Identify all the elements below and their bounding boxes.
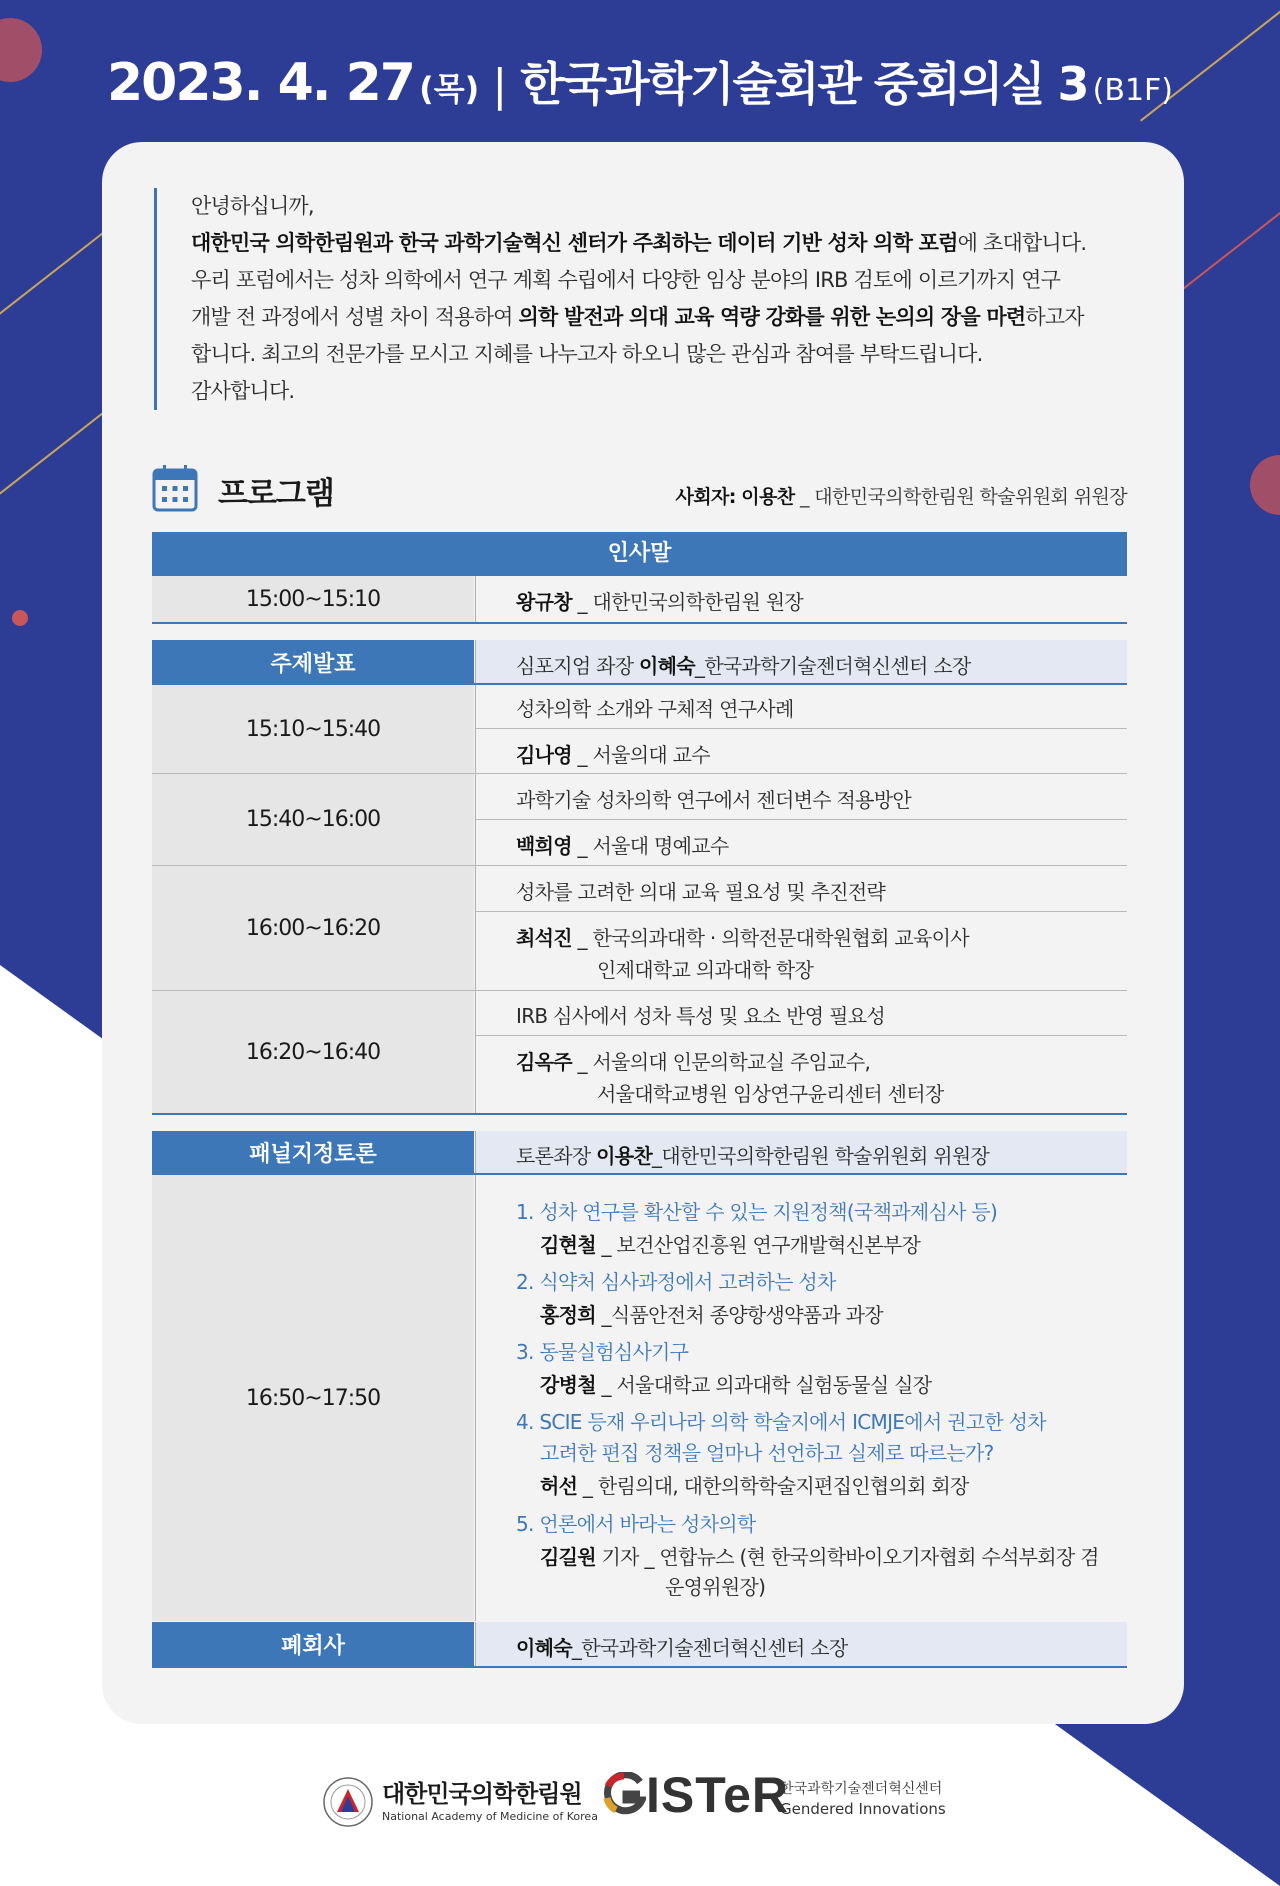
intro-line-4-head: 개발 전 과정에서 성별 차이 적용하여	[191, 305, 519, 329]
talk-topic: 성차의학 소개와 구체적 연구사례	[516, 697, 794, 721]
intro-line-4-tail: 하고자	[1025, 305, 1084, 329]
divider	[476, 728, 1127, 729]
greeting-section-bar: 인사말	[152, 532, 1127, 576]
panel-speaker-role: 기자 _ 연합뉴스 (현 한국의학바이오기자협회 수석부회장 겸	[601, 1545, 1099, 1569]
panel-speaker	[540, 1541, 1099, 1570]
keynote-chair-name: 이혜숙	[639, 654, 695, 678]
keynote-header-row	[152, 640, 1127, 684]
talk-speaker-name: 김나영	[516, 743, 572, 767]
greeting-speaker-name: 왕규창	[516, 590, 572, 614]
talk-speaker-role-2: 인제대학교 의과대학 학장	[597, 958, 814, 982]
keynote-chair-prefix: 심포지엄 좌장	[516, 654, 640, 678]
talk-time: 15:40~16:00	[152, 774, 474, 865]
talk-speaker	[516, 922, 1117, 951]
ister-korean-name: 한국과학기술젠더혁신센터	[780, 1781, 943, 1797]
panel-header-row	[152, 1131, 1127, 1173]
intro-closing: 감사합니다.	[191, 379, 295, 403]
intro-line-2-tail: 에 초대합니다.	[957, 231, 1087, 255]
keynote-title: 주제발표	[152, 640, 474, 684]
talk-time: 16:20~16:40	[152, 991, 474, 1113]
decor-dot-left	[12, 610, 28, 626]
talk-speaker-role: _ 서울의대 교수	[577, 743, 710, 767]
panel-speaker-name: 김길원	[540, 1545, 596, 1569]
talk-detail	[475, 866, 1127, 990]
talk-speaker-role: _ 서울대 명예교수	[577, 834, 729, 858]
event-venue: 한국과학기술회관 중회의실 3	[520, 57, 1088, 111]
event-date: 2023. 4. 27	[107, 53, 414, 113]
divider	[152, 1666, 1127, 1668]
panel-speaker-name: 홍정희	[540, 1303, 596, 1327]
mc-label: 사회자:	[675, 486, 736, 508]
panel-speaker-name: 허선	[540, 1474, 578, 1498]
nam-logo-korean: 대한민국의학한림원	[382, 1780, 582, 1808]
greeting-speaker-cell	[475, 576, 1127, 622]
talk-speaker-role: _ 한국의과대학 · 의학전문대학원협회 교육이사	[577, 926, 969, 950]
panel-topic-line-2: 고려한 편집 정책을 얼마나 선언하고 실제로 따르는가?	[540, 1441, 994, 1465]
intro-line-2	[191, 225, 1171, 262]
greeting-time: 15:00~15:10	[152, 576, 474, 622]
panel-chair-prefix: 토론좌장	[516, 1144, 597, 1168]
intro-line-4	[191, 299, 1171, 336]
panel-chair	[516, 1140, 1117, 1169]
greeting-speaker	[516, 586, 1117, 615]
program-title: 프로그램	[218, 476, 334, 512]
divider	[476, 1035, 1127, 1036]
divider	[152, 622, 1127, 624]
panel-topic: 1. 성차 연구를 확산할 수 있는 지원정책(국책과제심사 등)	[516, 1200, 998, 1224]
talk-time: 16:00~16:20	[152, 866, 474, 990]
panel-speaker-role: _ 보건산업진흥원 연구개발혁신본부장	[601, 1233, 921, 1257]
closing-title: 폐회사	[152, 1622, 474, 1667]
talk-detail	[475, 685, 1127, 773]
talk-topic: IRB 심사에서 성차 특성 및 요소 반영 필요성	[516, 1004, 885, 1028]
talk-row	[152, 866, 1127, 990]
divider	[476, 819, 1127, 820]
nam-logo-english: National Academy of Medicine of Korea	[382, 1810, 598, 1823]
talk-time: 15:10~15:40	[152, 685, 474, 773]
closing-speaker-role: _한국과학기술젠더혁신센터 소장	[571, 1636, 848, 1660]
calendar-icon	[152, 464, 198, 512]
event-headline	[0, 48, 1280, 114]
divider	[476, 911, 1127, 912]
panel-topic: 5. 언론에서 바라는 성차의학	[516, 1512, 756, 1536]
greeting-row	[152, 576, 1127, 622]
panel-speaker-role: _식품안전처 종양항생약품과 과장	[601, 1303, 883, 1327]
closing-speaker	[516, 1632, 1117, 1661]
ister-wordmark: ISTeR	[646, 1767, 789, 1823]
intro-line-5: 합니다. 최고의 전문가를 모시고 지혜를 나누고자 하오니 많은 관심과 참여를 부탁드립니다.	[191, 342, 983, 366]
keynote-chair-cell	[475, 640, 1127, 684]
talk-speaker	[516, 1046, 1117, 1075]
panel-speaker	[540, 1229, 920, 1258]
intro-line-2-bold: 대한민국 의학한림원과 한국 과학기술혁신 센터가 주최하는 데이터 기반 성차 의학 포럼	[191, 231, 958, 255]
greeting-speaker-role: _ 대한민국의학한림원 원장	[577, 590, 803, 614]
mc-info	[676, 482, 1127, 509]
panel-topic: 3. 동물실험심사기구	[516, 1340, 689, 1364]
mc-role: _ 대한민국의학한림원 학술위원회 위원장	[799, 486, 1127, 508]
panel-title: 패널지정토론	[152, 1131, 474, 1173]
talk-speaker	[516, 830, 1117, 859]
panel-time: 16:50~17:50	[152, 1175, 474, 1621]
closing-row	[152, 1622, 1127, 1667]
panel-speaker-name: 강병철	[540, 1373, 596, 1397]
talk-speaker-name: 백희영	[516, 834, 572, 858]
panel-speaker-role: _ 서울대학교 의과대학 실험동물실 실장	[601, 1373, 932, 1397]
intro-message	[154, 188, 1171, 410]
mc-name: 이용찬	[741, 486, 795, 508]
talk-row	[152, 991, 1127, 1113]
panel-topic: 2. 식약처 심사과정에서 고려하는 성차	[516, 1270, 836, 1294]
talk-topic: 성차를 고려한 의대 교육 필요성 및 추진전략	[516, 880, 886, 904]
keynote-chair-role: _한국과학기술젠더혁신센터 소장	[694, 654, 971, 678]
talk-speaker-name: 김옥주	[516, 1050, 572, 1074]
event-day: (목)	[419, 70, 480, 108]
ister-g-logo-icon	[602, 1772, 646, 1816]
panel-speaker-name: 김현철	[540, 1233, 596, 1257]
talk-speaker-role-2: 서울대학교병원 임상연구윤리센터 센터장	[597, 1082, 944, 1106]
panel-speaker	[540, 1299, 883, 1328]
panel-chair-role: _대한민국의학한림원 학술위원회 위원장	[652, 1144, 990, 1168]
panel-chair-cell	[475, 1131, 1127, 1173]
panel-speaker-role: _ 한림의대, 대한의학학술지편집인협의회 회장	[582, 1474, 969, 1498]
divider	[152, 1113, 1127, 1115]
panel-speaker	[540, 1369, 931, 1398]
talk-row	[152, 685, 1127, 773]
intro-greeting: 안녕하십니까,	[191, 194, 314, 218]
event-floor: (B1F)	[1092, 73, 1173, 108]
ister-english-name: Gendered Innovations	[780, 1800, 946, 1818]
footer-logos	[0, 1760, 1280, 1850]
panel-topic: 4. SCIE 등재 우리나라 의학 학술지에서 ICMJE에서 권고한 성차	[516, 1410, 1046, 1434]
national-academy-seal-icon	[322, 1776, 374, 1828]
intro-line-3: 우리 포럼에서는 성차 의학에서 연구 계획 수립에서 다양한 임상 분야의 IRB 검토에 이르기까지 연구	[191, 268, 1061, 292]
talk-detail	[475, 991, 1127, 1113]
intro-line-4-bold: 의학 발전과 의대 교육 역량 강화를 위한 논의의 장을 마련	[518, 305, 1026, 329]
talk-topic: 과학기술 성차의학 연구에서 젠더변수 적용방안	[516, 788, 912, 812]
panel-speaker	[540, 1470, 969, 1499]
closing-speaker-name: 이혜숙	[516, 1636, 572, 1660]
panel-speaker-role-2: 운영위원장)	[665, 1575, 766, 1599]
program-header	[152, 464, 1127, 516]
talk-speaker-name: 최석진	[516, 926, 572, 950]
talk-speaker-role: _ 서울의대 인문의학교실 주임교수,	[577, 1050, 871, 1074]
talk-speaker	[516, 739, 1117, 768]
headline-separator: |	[492, 60, 508, 111]
panel-chair-name: 이용찬	[596, 1144, 653, 1168]
closing-speaker-cell	[475, 1622, 1127, 1667]
keynote-chair	[516, 650, 1117, 679]
